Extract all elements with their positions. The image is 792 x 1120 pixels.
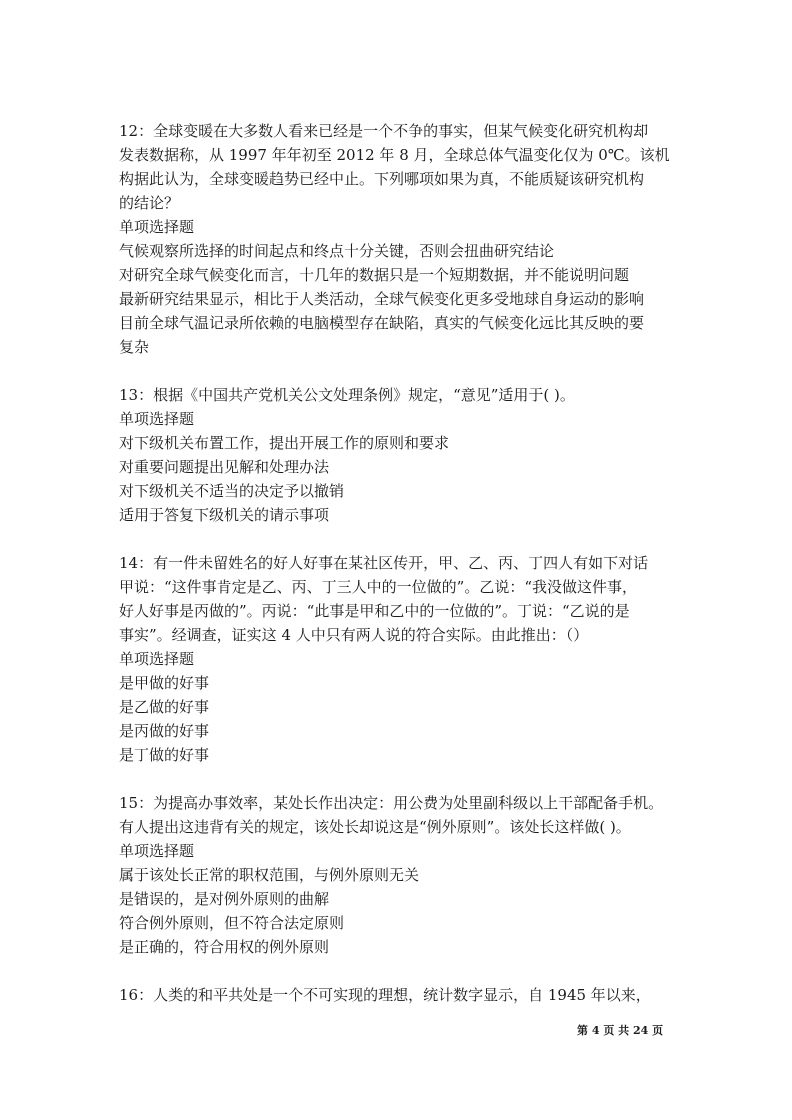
question-stem-line: 构据此认为，全球变暖趋势已经中止。下列哪项如果为真，不能质疑该研究机构 <box>119 170 645 188</box>
option-line: 对研究全球气候变化而言，十几年的数据只是一个短期数据，并不能说明问题 <box>119 266 630 284</box>
question-type: 单项选择题 <box>119 218 195 236</box>
option-line: 气候观察所选择的时间起点和终点十分关键，否则会扭曲研究结论 <box>119 242 555 260</box>
question-stem-line: 甲说：“这件事肯定是乙、丙、丁三人中的一位做的”。乙说：“我没做这件事， <box>119 578 638 596</box>
spacer <box>119 767 679 791</box>
option-line: 复杂 <box>119 338 150 356</box>
question-16 <box>119 983 679 1007</box>
question-stem-line: 的结论？ <box>119 194 180 212</box>
option-line: 是乙做的好事 <box>119 698 210 716</box>
question-type: 单项选择题 <box>119 650 195 668</box>
question-14 <box>119 551 679 767</box>
question-13 <box>119 383 679 527</box>
question-12 <box>119 119 679 359</box>
option-line: 是错误的，是对例外原则的曲解 <box>119 890 330 908</box>
option-line: 属于该处长正常的职权范围，与例外原则无关 <box>119 866 420 884</box>
option-line: 对下级机关布置工作，提出开展工作的原则和要求 <box>119 434 450 452</box>
question-stem-line: 12：全球变暖在大多数人看来已经是一个不争的事实，但某气候变化研究机构却 <box>119 122 649 140</box>
question-stem-line: 15：为提高办事效率，某处长作出决定：用公费为处里副科级以上干部配备手机。 <box>119 794 664 812</box>
question-type: 单项选择题 <box>119 410 195 428</box>
option-line: 是甲做的好事 <box>119 674 210 692</box>
option-line: 对重要问题提出见解和处理办法 <box>119 458 330 476</box>
question-stem-line: 事实”。经调查，证实这 4 人中只有两人说的符合实际。由此推出：（） <box>119 626 589 644</box>
question-stem-line: 好人好事是丙做的”。丙说：“此事是甲和乙中的一位做的”。丁说：“乙说的是 <box>119 602 630 620</box>
question-stem-line: 有人提出这违背有关的规定，该处长却说这是“例外原则”。该处长这样做( )。 <box>119 818 631 836</box>
spacer <box>119 527 679 551</box>
question-type: 单项选择题 <box>119 842 195 860</box>
spacer <box>119 959 679 983</box>
question-stem-line: 13：根据《中国共产党机关公文处理条例》规定，“意见”适用于( )。 <box>119 386 575 404</box>
option-line: 是丁做的好事 <box>119 746 210 764</box>
question-stem-line: 发表数据称，从 1997 年年初至 2012 年 8 月，全球总体气温变化仅为 0℃。该机 <box>119 146 670 164</box>
option-line: 对下级机关不适当的决定予以撤销 <box>119 482 345 500</box>
question-stem-line: 16：人类的和平共处是一个不可实现的理想，统计数字显示，自 1945 年以来， <box>119 986 651 1004</box>
question-list <box>119 119 679 1007</box>
option-line: 是丙做的好事 <box>119 722 210 740</box>
spacer <box>119 359 679 383</box>
option-line: 符合例外原则，但不符合法定原则 <box>119 914 345 932</box>
option-line: 适用于答复下级机关的请示事项 <box>119 506 330 524</box>
option-line: 是正确的，符合用权的例外原则 <box>119 938 330 956</box>
option-line: 目前全球气温记录所依赖的电脑模型存在缺陷，真实的气候变化远比其反映的要 <box>119 314 645 332</box>
option-line: 最新研究结果显示，相比于人类活动，全球气候变化更多受地球自身运动的影响 <box>119 290 645 308</box>
page-footer: 第 4 页 共 24 页 <box>577 1024 664 1037</box>
question-15 <box>119 791 679 959</box>
question-stem-line: 14：有一件未留姓名的好人好事在某社区传开，甲、乙、丙、丁四人有如下对话 <box>119 554 649 572</box>
